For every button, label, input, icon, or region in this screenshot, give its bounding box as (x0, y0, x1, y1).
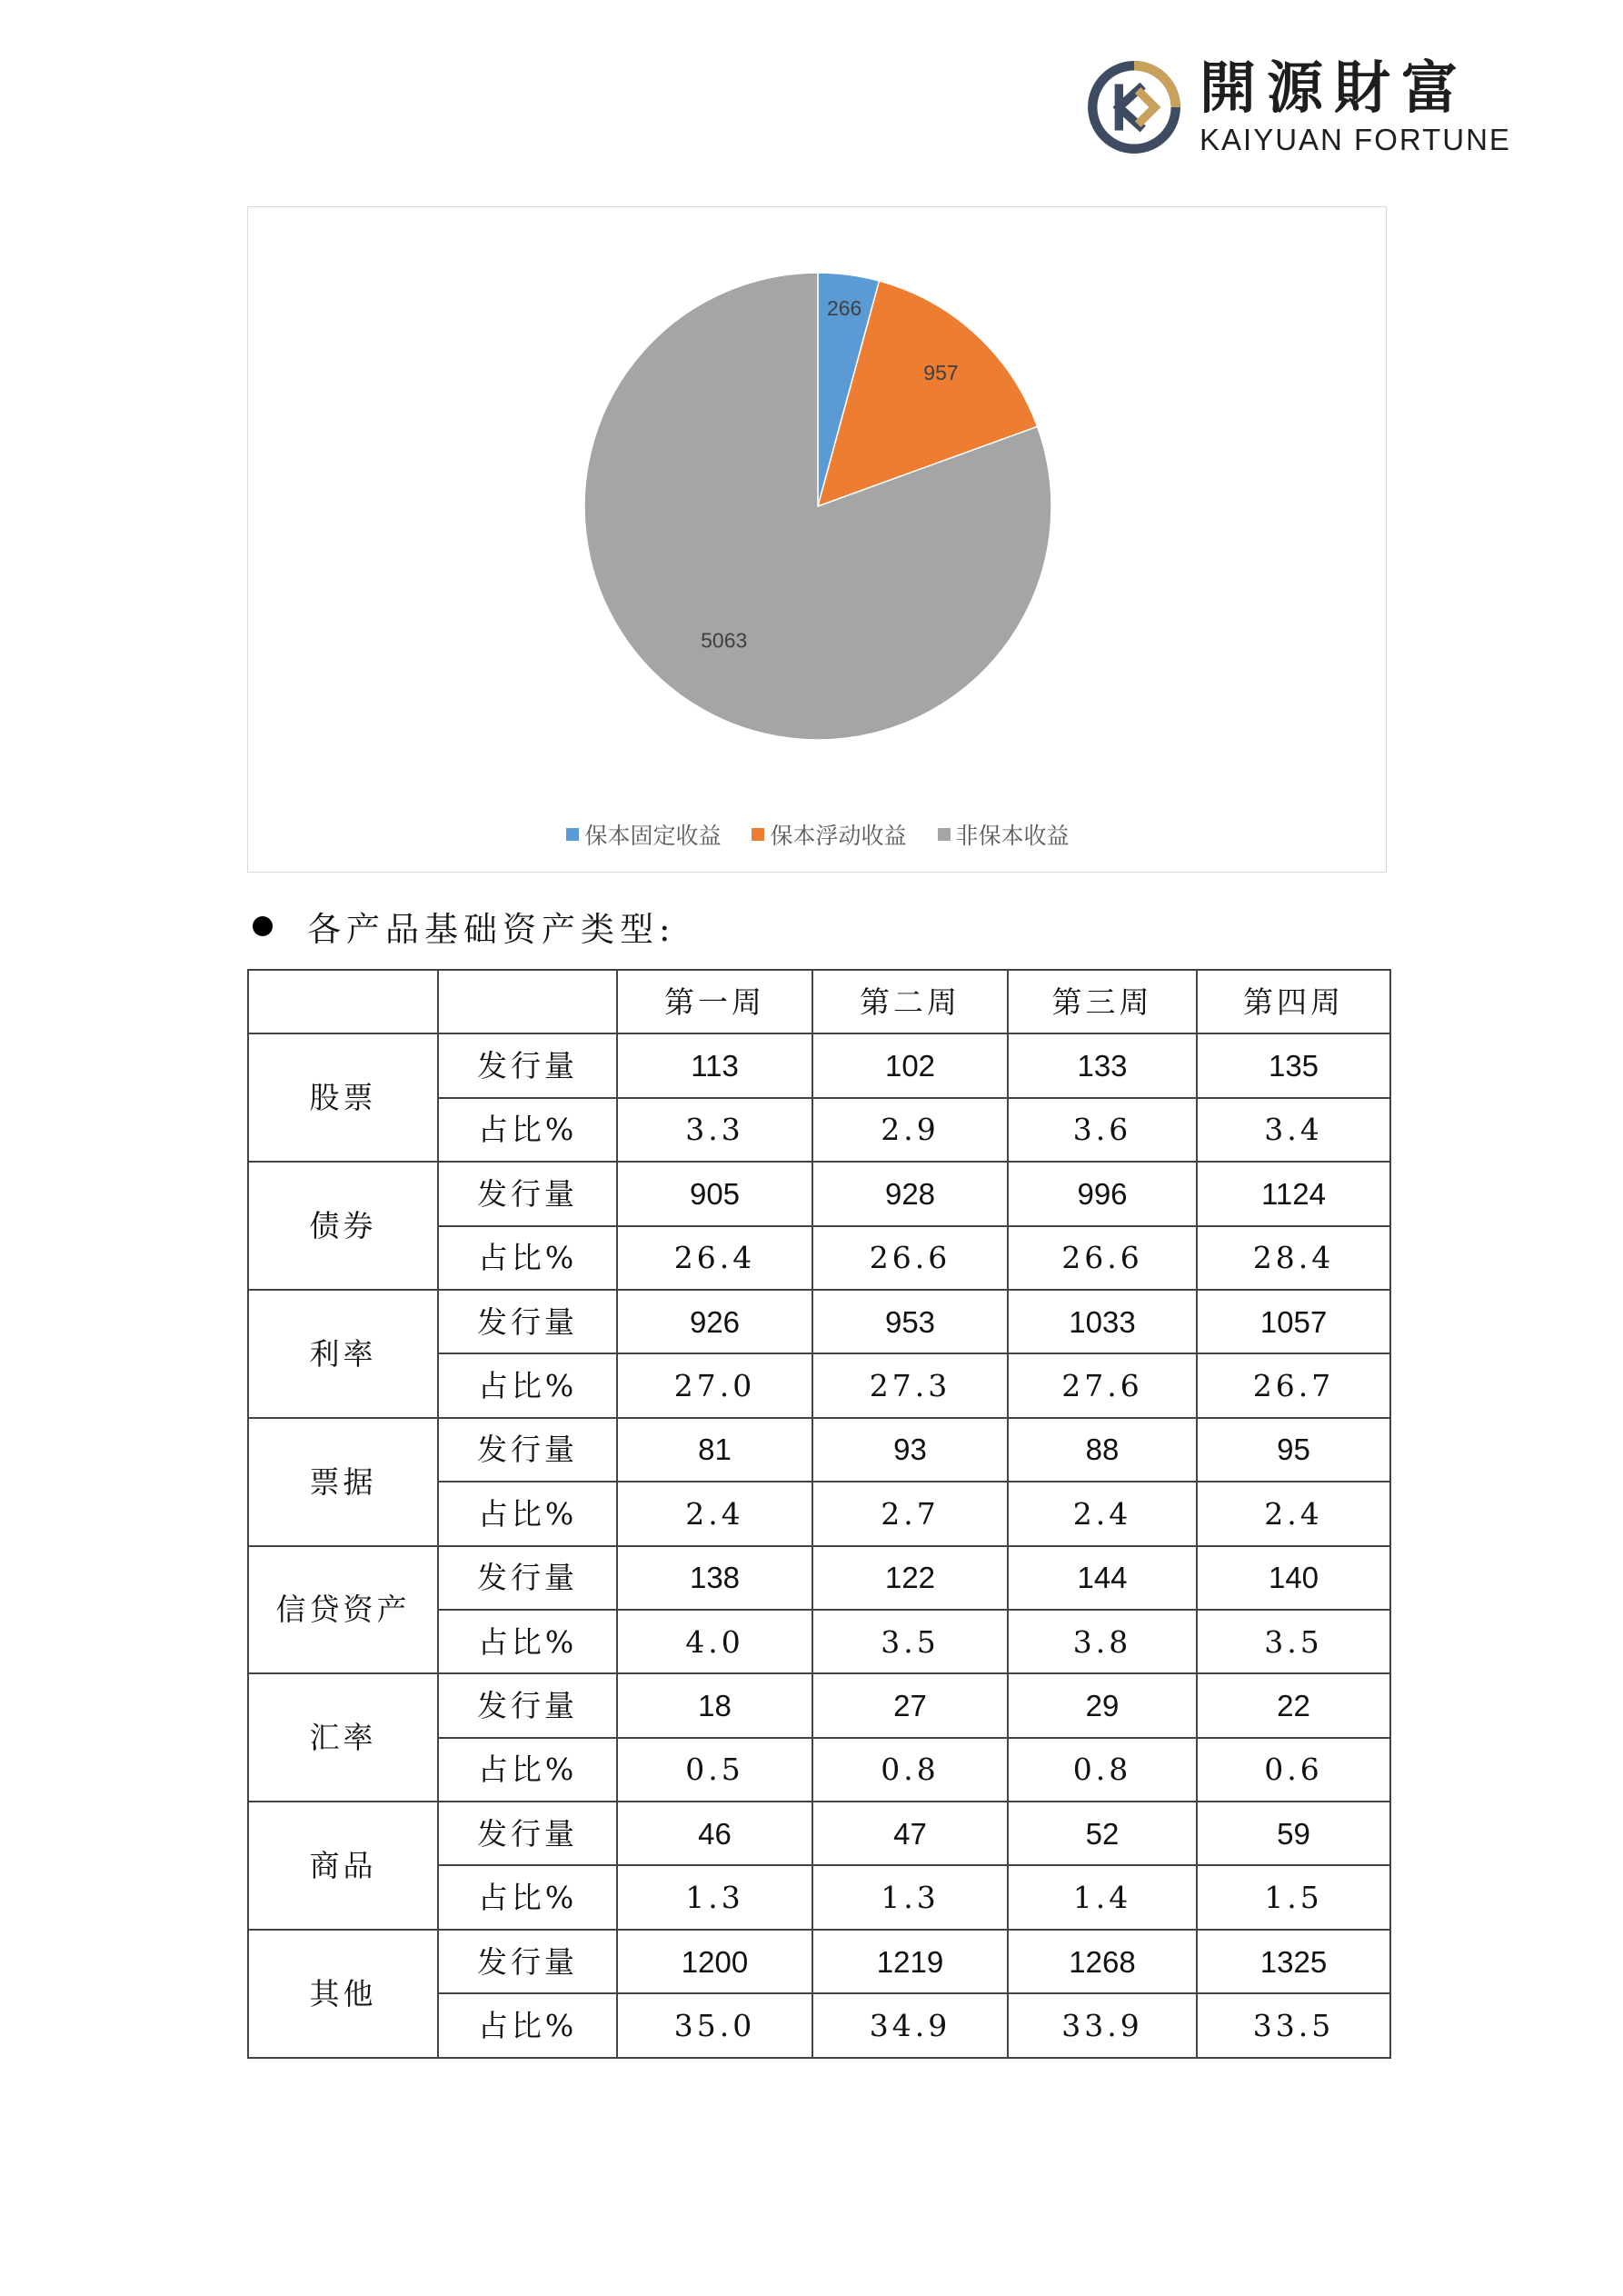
metric-label-cell: 占比% (438, 1610, 617, 1673)
bullet-icon (253, 916, 273, 936)
value-cell: 95 (1197, 1418, 1390, 1482)
metric-label-cell: 发行量 (438, 1673, 617, 1737)
value-cell: 1033 (1008, 1290, 1197, 1353)
pie-chart (247, 206, 1387, 873)
metric-label-cell: 占比% (438, 1098, 617, 1162)
value-cell: 122 (812, 1546, 1008, 1610)
value-cell: 2.4 (1197, 1482, 1390, 1545)
value-cell: 1268 (1008, 1930, 1197, 1993)
value-cell: 1124 (1197, 1162, 1390, 1225)
value-cell: 27.6 (1008, 1353, 1197, 1417)
value-cell: 3.4 (1197, 1098, 1390, 1162)
value-cell: 46 (617, 1802, 812, 1865)
table-row (248, 1930, 1390, 1993)
value-cell: 905 (617, 1162, 812, 1225)
value-cell: 0.6 (1197, 1738, 1390, 1802)
asset-category-cell: 其他 (248, 1930, 438, 2058)
table-row (248, 1418, 1390, 1482)
legend-swatch-icon (938, 828, 951, 841)
logo-chinese-name: 開源財富 (1200, 55, 1469, 121)
value-cell: 2.9 (812, 1098, 1008, 1162)
value-cell: 1057 (1197, 1290, 1390, 1353)
table-header-week: 第二周 (812, 970, 1008, 1033)
value-cell: 27.3 (812, 1353, 1008, 1417)
value-cell: 33.5 (1197, 1993, 1390, 2057)
value-cell: 27.0 (617, 1353, 812, 1417)
asset-category-cell: 债券 (248, 1162, 438, 1290)
value-cell: 1.4 (1008, 1865, 1197, 1929)
legend-item-1 (566, 818, 721, 851)
section-heading (247, 902, 675, 951)
value-cell: 135 (1197, 1033, 1390, 1097)
value-cell: 59 (1197, 1802, 1390, 1865)
table-header-week: 第四周 (1197, 970, 1390, 1033)
table-row (248, 1673, 1390, 1737)
value-cell: 34.9 (812, 1993, 1008, 2057)
value-cell: 52 (1008, 1802, 1197, 1865)
legend-swatch-icon (752, 828, 764, 841)
value-cell: 138 (617, 1546, 812, 1610)
value-cell: 0.8 (1008, 1738, 1197, 1802)
asset-category-cell: 股票 (248, 1033, 438, 1162)
value-cell: 1.3 (812, 1865, 1008, 1929)
legend-label: 非保本收益 (955, 823, 1070, 849)
table-row (248, 1162, 1390, 1225)
asset-category-cell: 汇率 (248, 1673, 438, 1802)
value-cell: 133 (1008, 1033, 1197, 1097)
value-cell: 81 (617, 1418, 812, 1482)
metric-label-cell: 发行量 (438, 1802, 617, 1865)
value-cell: 18 (617, 1673, 812, 1737)
metric-label-cell: 占比% (438, 1738, 617, 1802)
metric-label-cell: 发行量 (438, 1162, 617, 1225)
value-cell: 140 (1197, 1546, 1390, 1610)
table-header-blank (438, 970, 617, 1033)
value-cell: 2.4 (617, 1482, 812, 1545)
chart-legend (248, 818, 1388, 851)
metric-label-cell: 占比% (438, 1482, 617, 1545)
value-cell: 93 (812, 1418, 1008, 1482)
value-cell: 113 (617, 1033, 812, 1097)
value-cell: 26.7 (1197, 1353, 1390, 1417)
value-cell: 1.3 (617, 1865, 812, 1929)
asset-category-cell: 票据 (248, 1418, 438, 1546)
value-cell: 1219 (812, 1930, 1008, 1993)
value-cell: 33.9 (1008, 1993, 1197, 2057)
value-cell: 102 (812, 1033, 1008, 1097)
value-cell: 926 (617, 1290, 812, 1353)
pie-chart-svg (248, 207, 1388, 873)
value-cell: 144 (1008, 1546, 1197, 1610)
kaiyuan-logo-icon (1087, 60, 1181, 155)
value-cell: 1.5 (1197, 1865, 1390, 1929)
value-cell: 26.4 (617, 1226, 812, 1290)
asset-category-cell: 商品 (248, 1802, 438, 1930)
table-row (248, 1033, 1390, 1097)
metric-label-cell: 发行量 (438, 1930, 617, 1993)
value-cell: 996 (1008, 1162, 1197, 1225)
value-cell: 35.0 (617, 1993, 812, 2057)
metric-label-cell: 发行量 (438, 1033, 617, 1097)
table-header-blank (248, 970, 438, 1033)
value-cell: 1325 (1197, 1930, 1390, 1993)
metric-label-cell: 发行量 (438, 1546, 617, 1610)
value-cell: 4.0 (617, 1610, 812, 1673)
asset-category-cell: 利率 (248, 1290, 438, 1418)
logo-english-name: KAIYUAN FORTUNE (1200, 123, 1511, 156)
value-cell: 88 (1008, 1418, 1197, 1482)
metric-label-cell: 占比% (438, 1353, 617, 1417)
table-row (248, 1802, 1390, 1865)
pie-data-label-1: 266 (826, 295, 862, 320)
section-heading-text: 各产品基础资产类型: (307, 910, 676, 949)
value-cell: 29 (1008, 1673, 1197, 1737)
value-cell: 28.4 (1197, 1226, 1390, 1290)
legend-label: 保本浮动收益 (770, 823, 907, 849)
value-cell: 2.4 (1008, 1482, 1197, 1545)
table-header-week: 第三周 (1008, 970, 1197, 1033)
pie-data-label-3: 5063 (701, 628, 748, 653)
metric-label-cell: 发行量 (438, 1290, 617, 1353)
value-cell: 0.5 (617, 1738, 812, 1802)
value-cell: 0.8 (812, 1738, 1008, 1802)
value-cell: 3.8 (1008, 1610, 1197, 1673)
value-cell: 3.6 (1008, 1098, 1197, 1162)
metric-label-cell: 占比% (438, 1865, 617, 1929)
value-cell: 22 (1197, 1673, 1390, 1737)
table-row (248, 1546, 1390, 1610)
pie-data-label-2: 957 (923, 360, 959, 384)
value-cell: 1200 (617, 1930, 812, 1993)
table-header-row (248, 970, 1390, 1033)
value-cell: 3.5 (812, 1610, 1008, 1673)
value-cell: 3.3 (617, 1098, 812, 1162)
metric-label-cell: 占比% (438, 1226, 617, 1290)
value-cell: 2.7 (812, 1482, 1008, 1545)
value-cell: 47 (812, 1802, 1008, 1865)
value-cell: 953 (812, 1290, 1008, 1353)
legend-item-2 (752, 818, 906, 851)
asset-category-cell: 信贷资产 (248, 1546, 438, 1674)
metric-label-cell: 发行量 (438, 1418, 617, 1482)
legend-swatch-icon (566, 828, 579, 841)
company-logo (1087, 56, 1514, 158)
value-cell: 3.5 (1197, 1610, 1390, 1673)
value-cell: 26.6 (812, 1226, 1008, 1290)
asset-type-table (247, 969, 1391, 2059)
legend-item-3 (938, 818, 1070, 851)
value-cell: 928 (812, 1162, 1008, 1225)
table-row (248, 1290, 1390, 1353)
metric-label-cell: 占比% (438, 1993, 617, 2057)
value-cell: 26.6 (1008, 1226, 1197, 1290)
table-header-week: 第一周 (617, 970, 812, 1033)
legend-label: 保本固定收益 (584, 823, 722, 849)
value-cell: 27 (812, 1673, 1008, 1737)
